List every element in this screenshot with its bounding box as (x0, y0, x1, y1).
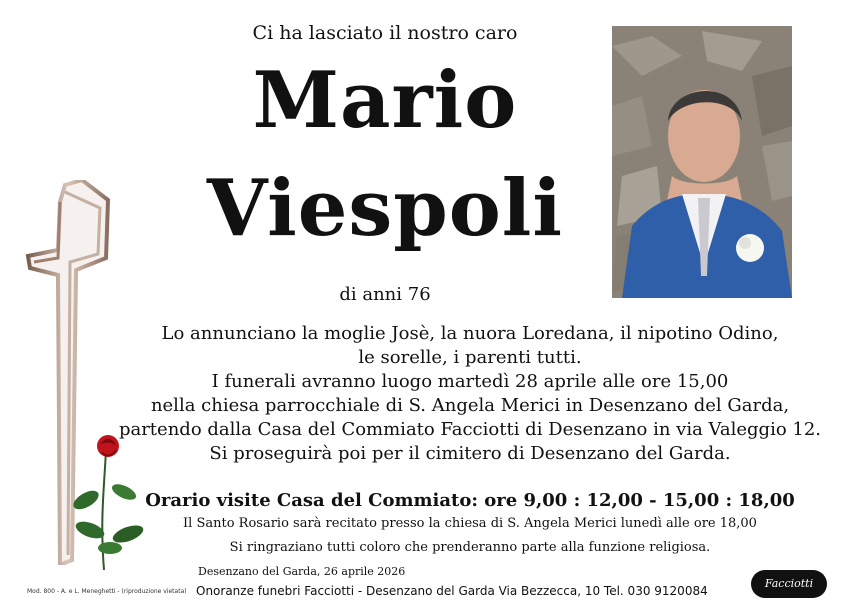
funeral-home-logo: Facciotti (751, 570, 827, 598)
announcement-line: Lo annunciano la moglie Josè, la nuora Loredana, il nipotino Odino, (161, 323, 779, 344)
announcement-line: nella chiesa parrocchiale di S. Angela Merici in Desenzano del Garda, (150, 395, 790, 416)
announcement-line: le sorelle, i parenti tutti. (358, 347, 582, 368)
visit-hours: Orario visite Casa del Commiato: ore 9,00 : 12,00 - 15,00 : 18,00 (145, 490, 795, 511)
first-name: Mario (252, 55, 518, 146)
funeral-home-footer: Onoranze funebri Facciotti - Desenzano del Garda Via Bezzecca, 10 Tel. 030 9120084 (196, 584, 708, 598)
announcement-line: partendo dalla Casa del Commiato Facciotti di Desenzano in via Valeggio 12. (118, 419, 822, 440)
age-text: di anni 76 (339, 284, 431, 305)
announcement-line: Si proseguirà poi per il cimitero di Desenzano del Garda. (209, 443, 731, 464)
intro-text: Ci ha lasciato il nostro caro (252, 22, 518, 44)
last-name: Viespoli (206, 163, 564, 254)
portrait-photo (612, 26, 792, 298)
place-date: Desenzano del Garda, 26 aprile 2026 (198, 565, 406, 578)
rosary-text: Il Santo Rosario sarà recitato presso la chiesa di S. Angela Merici lunedì alle ore 18,00 (183, 516, 757, 531)
announcement-line: I funerali avranno luogo martedì 28 aprile alle ore 15,00 (211, 371, 729, 392)
model-note: Mod. 800 - A. e L. Meneghetti - (riproduzione vietata) (27, 588, 187, 595)
thanks-text: Si ringraziano tutti coloro che prenderanno parte alla funzione religiosa. (229, 540, 711, 555)
announcement-text (100, 322, 840, 466)
